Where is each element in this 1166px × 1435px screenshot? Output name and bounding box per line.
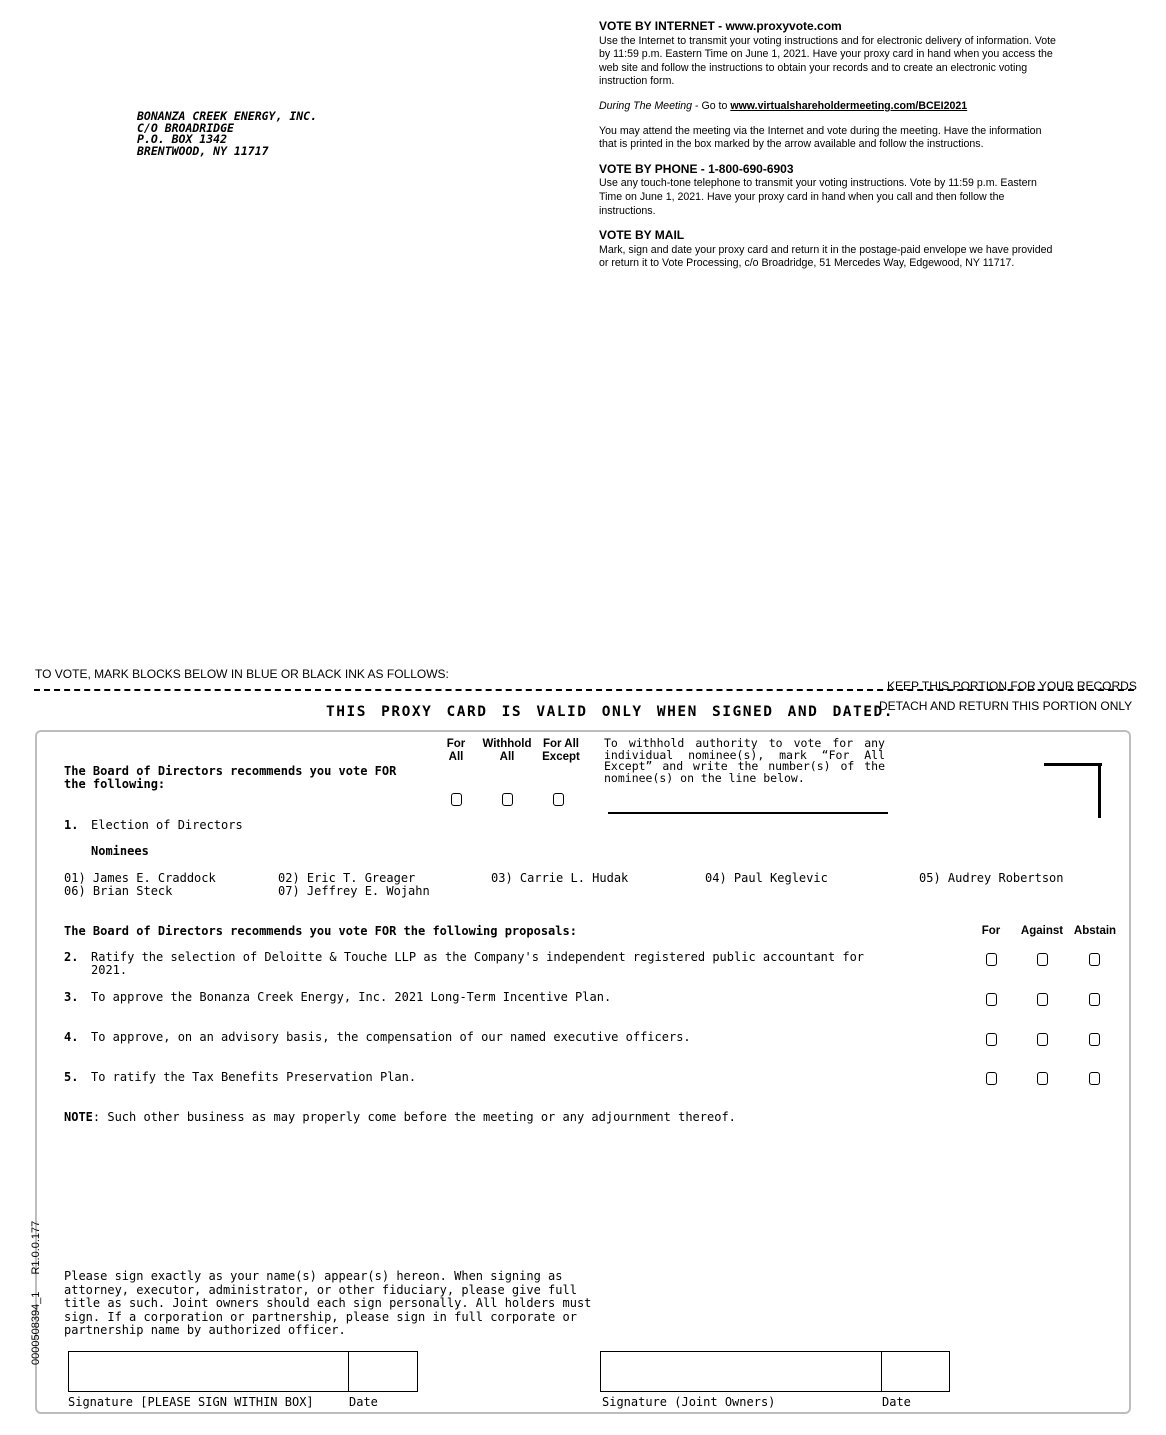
mailing-address <box>137 111 317 157</box>
col-abstain: Abstain <box>1073 925 1117 937</box>
note-text: : Such other business as may properly come before the meeting or any adjournment thereof. <box>92 1110 736 1124</box>
proposals-recommendation: The Board of Directors recommends you vote FOR the following proposals: <box>64 924 577 938</box>
proposal-number: 3. <box>64 990 79 1004</box>
proposal-4-against-checkbox[interactable] <box>1037 1033 1048 1046</box>
address-line: BRENTWOOD, NY 11717 <box>137 143 269 158</box>
proposal-4-for-checkbox[interactable] <box>986 1033 997 1046</box>
proposal-text: To ratify the Tax Benefits Preservation Plan. <box>91 1070 417 1084</box>
checkbox-for-all[interactable] <box>451 793 462 806</box>
proposal-5-against-checkbox[interactable] <box>1037 1072 1048 1085</box>
col-for-all <box>436 738 476 764</box>
proposal-text: To approve the Bonanza Creek Energy, Inc. 2021 Long-Term Incentive Plan. <box>91 990 612 1004</box>
signature-label: Signature [PLEASE SIGN WITHIN BOX] <box>68 1395 314 1409</box>
mark-instructions: TO VOTE, MARK BLOCKS BELOW IN BLUE OR BLACK INK AS FOLLOWS: <box>35 667 449 681</box>
col-withhold-l2: All <box>499 751 515 763</box>
col-for-all-l2: All <box>448 751 464 763</box>
during-meeting-goto: - Go to <box>692 99 731 112</box>
vote-mail-heading: VOTE BY MAIL <box>599 228 685 243</box>
col-withhold-l1: Withhold <box>482 738 532 750</box>
nominee: 05) Audrey Robertson <box>919 871 1064 885</box>
vote-phone-heading: VOTE BY PHONE - 1-800-690-6903 <box>599 161 794 176</box>
vote-mail-text: Mark, sign and date your proxy card and return it in the postage-paid envelope we have provided or return it to Vote Processing, c/o Broadridge, 51 Mercedes Way, Edgewood, NY 11717. <box>599 243 1053 270</box>
virtual-meeting-link[interactable]: www.virtualshareholdermeeting.com/BCEI2021 <box>730 99 968 112</box>
proposal-5-for-checkbox[interactable] <box>986 1072 997 1085</box>
nominee: 07) Jeffrey E. Wojahn <box>278 884 430 898</box>
meeting-text: You may attend the meeting via the Internet and vote during the meeting. Have the information that is printed in the box marked by the arrow available and follow the instructions. <box>599 124 1042 151</box>
proposal-5-abstain-checkbox[interactable] <box>1089 1072 1100 1085</box>
address-line: C/O BROADRIDGE <box>137 120 234 135</box>
nominee: 03) Carrie L. Hudak <box>491 871 629 885</box>
proposal-number: 5. <box>64 1070 79 1084</box>
proposal-line: Ratify the selection of Deloitte & Touche LLP as the Company's independent registered public accountant for <box>91 950 865 964</box>
corner-arrow-mark-vertical <box>1098 763 1101 818</box>
side-code: 0000508394_1 R1.0.0.177 <box>30 1220 42 1365</box>
nominee: 04) Paul Keglevic <box>705 871 828 885</box>
during-meeting-label: During The Meeting <box>599 99 693 112</box>
board-rec-line: The Board of Directors recommends you vote FOR <box>64 764 397 778</box>
proposal-3-against-checkbox[interactable] <box>1037 993 1048 1006</box>
proposal-3-for-checkbox[interactable] <box>986 993 997 1006</box>
detach-return-label: DETACH AND RETURN THIS PORTION ONLY <box>879 699 1133 713</box>
date-label: Date <box>349 1395 378 1409</box>
signature-box[interactable] <box>68 1351 418 1392</box>
proposal-2-against-checkbox[interactable] <box>1037 953 1048 966</box>
nominee: 01) James E. Craddock <box>64 871 216 885</box>
checkbox-withhold-all[interactable] <box>502 793 513 806</box>
col-except-l1: For All <box>543 738 579 750</box>
board-rec-line: the following: <box>64 777 166 791</box>
col-against: Against <box>1020 925 1064 937</box>
joint-date-label: Date <box>882 1395 911 1409</box>
item-election-of-directors: Election of Directors <box>91 818 243 832</box>
proposal-3-abstain-checkbox[interactable] <box>1089 993 1100 1006</box>
nominee: 02) Eric T. Greager <box>278 871 416 885</box>
nominee: 06) Brian Steck <box>64 884 173 898</box>
sign-instructions: Please sign exactly as your name(s) appear(s) hereon. When signing as attorney, executor, administrator, or other fiduciary, please give full title as such. Joint owners should each sign personally. All holders must sign. If a corporation or partnership, please sign in full corporate or partnership name by authorized officer. <box>64 1269 592 1338</box>
proposal-4-abstain-checkbox[interactable] <box>1089 1033 1100 1046</box>
proposal-number: 4. <box>64 1030 79 1044</box>
vote-internet-text: Use the Internet to transmit your voting instructions and for electronic delivery of information. Vote by 11:59 p.m. Eastern Time on June 1, 2021. Have your proxy card in hand when you access the web site and follow the instructions to obtain your records and to create an electronic voting instruction form. <box>599 34 1056 88</box>
proposal-text <box>91 951 864 977</box>
withhold-note: To withhold authority to vote for any individual nominee(s), mark “For All Except” and write the number(s) of the nominee(s) on the line below. <box>604 736 885 785</box>
board-recommendation <box>64 765 396 791</box>
col-for-all-l1: For <box>446 738 466 750</box>
proposal-text: To approve, on an advisory basis, the compensation of our named executive officers. <box>91 1030 691 1044</box>
nominee-exception-line[interactable] <box>608 812 888 814</box>
col-except-l2: Except <box>542 751 580 763</box>
joint-signature-label: Signature (Joint Owners) <box>602 1395 776 1409</box>
col-for: For <box>981 925 1001 937</box>
vote-phone-text: Use any touch-tone telephone to transmit your voting instructions. Vote by 11:59 p.m. Eastern Time on June 1, 2021. Have your proxy card in hand when you call and then follow the instructions. <box>599 177 1037 217</box>
proxy-valid-title: THIS PROXY CARD IS VALID ONLY WHEN SIGNED AND DATED. <box>326 704 894 720</box>
note-label: NOTE <box>64 1110 93 1124</box>
address-line: P.O. BOX 1342 <box>137 132 228 146</box>
signature-date-divider <box>348 1351 349 1392</box>
checkbox-for-all-except[interactable] <box>553 793 564 806</box>
corner-arrow-mark <box>1044 763 1102 766</box>
joint-signature-box[interactable] <box>600 1351 950 1392</box>
item-number: 1. <box>64 818 79 832</box>
col-for-all-except <box>538 738 584 764</box>
proposal-2-for-checkbox[interactable] <box>986 953 997 966</box>
proposal-number: 2. <box>64 950 79 964</box>
note <box>64 1111 736 1124</box>
nominees-label: Nominees <box>91 844 149 858</box>
keep-portion-label: KEEP THIS PORTION FOR YOUR RECORDS <box>887 679 1137 693</box>
voting-instructions <box>599 20 1059 282</box>
vote-internet-heading: VOTE BY INTERNET - www.proxyvote.com <box>599 19 842 33</box>
col-withhold-all <box>478 738 536 764</box>
joint-signature-date-divider <box>881 1351 882 1392</box>
address-line: BONANZA CREEK ENERGY, INC. <box>137 109 318 123</box>
proposal-line: 2021. <box>91 963 128 977</box>
proposal-2-abstain-checkbox[interactable] <box>1089 953 1100 966</box>
